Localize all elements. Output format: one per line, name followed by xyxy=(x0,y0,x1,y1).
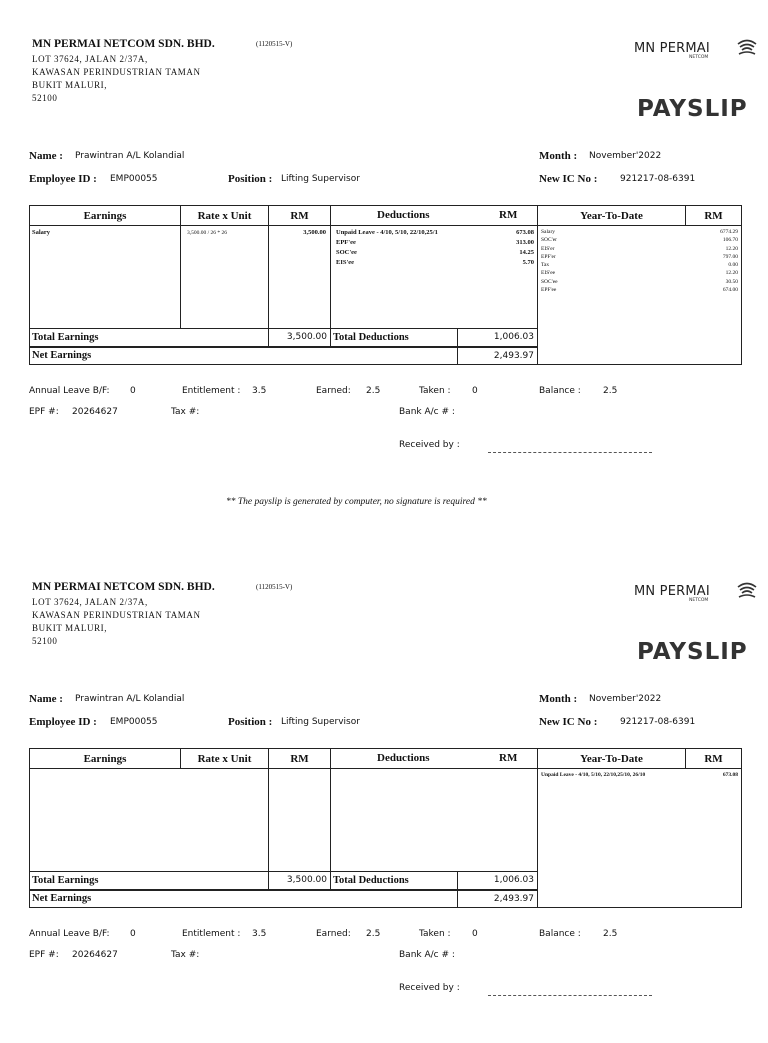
earnings-cell xyxy=(30,226,181,329)
entitlement-label: Entitlement : xyxy=(182,386,241,396)
earnings-cell xyxy=(30,769,269,872)
table-body-row xyxy=(30,769,742,872)
company-name: MN PERMAI NETCOM SDN. BHD. xyxy=(32,581,215,593)
list-item: EIS'ee 12.20 xyxy=(541,270,738,277)
taken: 0 xyxy=(472,929,478,939)
taken-label: Taken : xyxy=(419,386,451,396)
ytd-rm-header: RM xyxy=(686,206,742,226)
total-earnings-label: Total Earnings xyxy=(30,329,269,347)
address-line-4: 52100 xyxy=(32,636,58,646)
deductions-header xyxy=(331,749,538,769)
earnings-rm-header: RM xyxy=(269,206,331,226)
earned-label: Earned: xyxy=(316,929,351,939)
earnings-rm-header: RM xyxy=(269,749,331,769)
balance: 2.5 xyxy=(603,386,618,396)
employee-id-label: Employee ID : xyxy=(29,716,97,728)
signature-line xyxy=(488,995,652,996)
employee-id: EMP00055 xyxy=(110,717,158,727)
logo-text: MN PERMAI xyxy=(634,41,710,56)
balance-label: Balance : xyxy=(539,929,581,939)
employee-id: EMP00055 xyxy=(110,174,158,184)
month: November'2022 xyxy=(589,151,662,161)
entitlement: 3.5 xyxy=(252,929,267,939)
deductions-header-label: Deductions xyxy=(377,209,430,221)
epf-label: EPF #: xyxy=(29,407,59,417)
table-header-row xyxy=(30,206,742,226)
address-line-3: BUKIT MALURI, xyxy=(32,623,108,633)
position-label: Position : xyxy=(228,716,273,728)
net-earnings-value: 2,493.97 xyxy=(458,347,538,365)
total-earnings-value: 3,500.00 xyxy=(269,872,331,890)
received-by-label: Received by : xyxy=(399,440,460,450)
deductions-rm-header: RM xyxy=(499,752,518,764)
company-reg-no: (1120515-V) xyxy=(256,583,293,591)
address-line-1: LOT 37624, JALAN 2/37A, xyxy=(32,54,148,64)
net-earnings-value: 2,493.97 xyxy=(458,890,538,908)
address-line-3: BUKIT MALURI, xyxy=(32,80,108,90)
earnings-rm-cell xyxy=(269,226,331,329)
leave-bf-label: Annual Leave B/F: xyxy=(29,929,110,939)
payslip-2 xyxy=(0,543,768,1043)
position-label: Position : xyxy=(228,173,273,185)
logo-text: MN PERMAI xyxy=(634,584,710,599)
total-earnings-label: Total Earnings xyxy=(30,872,269,890)
employee-name: Prawintran A/L Kolandial xyxy=(75,694,185,704)
list-item: SOC'er 106.70 xyxy=(541,237,738,244)
list-item: Tax 0.00 xyxy=(541,262,738,269)
list-item: Unpaid Leave - 4/10, 5/10, 22/10,25/1 673.08 xyxy=(336,229,534,236)
table-body-row xyxy=(30,226,742,329)
ytd-header: Year-To-Date xyxy=(538,749,686,769)
earnings-header: Earnings xyxy=(30,749,181,769)
net-earnings-label: Net Earnings xyxy=(30,890,458,908)
balance: 2.5 xyxy=(603,929,618,939)
wifi-icon xyxy=(736,582,758,598)
entitlement-label: Entitlement : xyxy=(182,929,241,939)
ytd-header: Year-To-Date xyxy=(538,206,686,226)
total-deductions-value: 1,006.03 xyxy=(458,329,538,347)
month: November'2022 xyxy=(589,694,662,704)
list-item: Unpaid Leave - 4/10, 5/10, 22/10,25/10, 26/10 673.08 xyxy=(541,772,738,778)
bank-label: Bank A/c # : xyxy=(399,407,455,417)
payslip-1 xyxy=(0,0,768,507)
ytd-cell xyxy=(538,769,742,908)
epf-number: 20264627 xyxy=(72,950,118,960)
rate-header: Rate x Unit xyxy=(181,749,269,769)
payslip-title: PAYSLIP xyxy=(637,639,748,665)
name-label: Name : xyxy=(29,150,63,162)
month-label: Month : xyxy=(539,693,578,705)
earning-rm: 3,500.00 xyxy=(303,229,326,236)
earnings-header: Earnings xyxy=(30,206,181,226)
epf-number: 20264627 xyxy=(72,407,118,417)
address-line-2: KAWASAN PERINDUSTRIAN TAMAN xyxy=(32,67,201,77)
total-earnings-value: 3,500.00 xyxy=(269,329,331,347)
leave-bf-label: Annual Leave B/F: xyxy=(29,386,110,396)
address-line-1: LOT 37624, JALAN 2/37A, xyxy=(32,597,148,607)
ytd-list xyxy=(538,226,741,294)
earned: 2.5 xyxy=(366,929,381,939)
epf-label: EPF #: xyxy=(29,950,59,960)
address-line-4: 52100 xyxy=(32,93,58,103)
rate-header: Rate x Unit xyxy=(181,206,269,226)
computer-generated-note: ** The payslip is generated by computer, no signature is required ** xyxy=(226,497,487,507)
earned-label: Earned: xyxy=(316,386,351,396)
entitlement: 3.5 xyxy=(252,386,267,396)
table-header-row xyxy=(30,749,742,769)
ic-number: 921217-08-6391 xyxy=(620,174,696,184)
list-item: SOC'ee 14.25 xyxy=(336,249,534,256)
company-logo xyxy=(634,41,710,56)
list-item: EPF'ee 674.00 xyxy=(541,287,738,294)
earning-label: Salary xyxy=(32,229,51,236)
received-by-label: Received by : xyxy=(399,983,460,993)
list-item: EIS'er 12.20 xyxy=(541,245,738,252)
balance-label: Balance : xyxy=(539,386,581,396)
deductions-header-label: Deductions xyxy=(377,752,430,764)
month-label: Month : xyxy=(539,150,578,162)
payslip-table xyxy=(29,748,742,908)
list-item: EIS'ee 5.70 xyxy=(336,259,534,266)
net-earnings-label: Net Earnings xyxy=(30,347,458,365)
position: Lifting Supervisor xyxy=(281,717,360,727)
taken-label: Taken : xyxy=(419,929,451,939)
earning-rate: 3,500.00 / 26 * 26 xyxy=(187,230,228,236)
deductions-header xyxy=(331,206,538,226)
earnings-rm-cell xyxy=(269,769,331,872)
logo-subtext: NETCOM xyxy=(689,55,709,60)
total-deductions-label: Total Deductions xyxy=(331,329,458,347)
total-deductions-value: 1,006.03 xyxy=(458,872,538,890)
company-name: MN PERMAI NETCOM SDN. BHD. xyxy=(32,38,215,50)
address-line-2: KAWASAN PERINDUSTRIAN TAMAN xyxy=(32,610,201,620)
ytd-cell xyxy=(538,226,742,365)
logo-subtext: NETCOM xyxy=(689,598,709,603)
deductions-cell xyxy=(331,769,538,872)
deductions-rm-header: RM xyxy=(499,209,518,221)
employee-name: Prawintran A/L Kolandial xyxy=(75,151,185,161)
payslip-table xyxy=(29,205,742,365)
tax-label: Tax #: xyxy=(171,950,200,960)
list-item: SOC'ee 30.50 xyxy=(541,278,738,285)
wifi-icon xyxy=(736,39,758,55)
payslip-title: PAYSLIP xyxy=(637,96,748,122)
tax-label: Tax #: xyxy=(171,407,200,417)
name-label: Name : xyxy=(29,693,63,705)
leave-bf: 0 xyxy=(130,386,136,396)
deductions-cell xyxy=(331,226,538,329)
bank-label: Bank A/c # : xyxy=(399,950,455,960)
position: Lifting Supervisor xyxy=(281,174,360,184)
taken: 0 xyxy=(472,386,478,396)
ic-label: New IC No : xyxy=(539,716,598,728)
total-deductions-label: Total Deductions xyxy=(331,872,458,890)
ic-number: 921217-08-6391 xyxy=(620,717,696,727)
company-logo xyxy=(634,584,710,599)
deduction-list xyxy=(331,226,537,268)
list-item: EPF'ee 313.00 xyxy=(336,239,534,246)
earned: 2.5 xyxy=(366,386,381,396)
rate-cell xyxy=(181,226,269,329)
ic-label: New IC No : xyxy=(539,173,598,185)
ytd-rm-header: RM xyxy=(686,749,742,769)
list-item: EPF'er 797.00 xyxy=(541,253,738,260)
leave-bf: 0 xyxy=(130,929,136,939)
signature-line xyxy=(488,452,652,453)
employee-id-label: Employee ID : xyxy=(29,173,97,185)
company-reg-no: (1120515-V) xyxy=(256,40,293,48)
list-item: Salary 6774.29 xyxy=(541,229,738,235)
